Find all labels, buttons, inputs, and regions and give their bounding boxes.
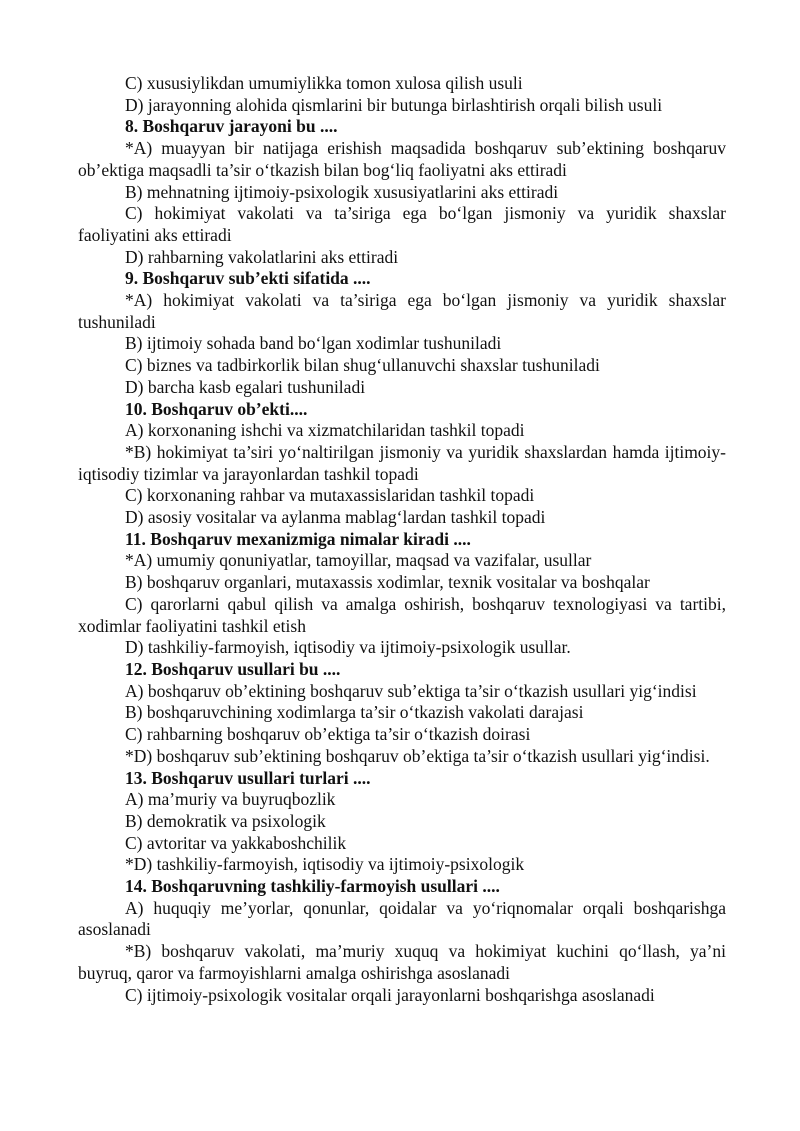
answer-option: C) avtoritar va yakkaboshchilik bbox=[125, 832, 347, 853]
question-heading: 12. Boshqaruv usullari bu .... bbox=[125, 658, 341, 679]
answer-option: *A) hokimiyat vakolati va ta’siriga ega bo‘lgan jismoniy va yuridik shaxslar tushuniladi bbox=[78, 290, 726, 332]
answer-option: A) korxonaning ishchi va xizmatchilaridan tashkil topadi bbox=[125, 420, 525, 441]
answer-option: B) demokratik va psixologik bbox=[125, 810, 326, 831]
answer-option: C) qarorlarni qabul qilish va amalga oshirish, boshqaruv texnologiyasi va tartibi, xodimlar faoliyatini tashkil etish bbox=[78, 593, 726, 636]
document-page bbox=[78, 73, 726, 1006]
answer-option: *A) muayyan bir natijaga erishish maqsadida boshqaruv sub’ektining boshqaruv ob’ektiga maqsadli ta’sir o‘tkazish bilan bog‘liq faoliyatni aks ettiradi bbox=[78, 138, 726, 180]
answer-option: B) boshqaruvchining xodimlarga ta’sir o‘tkazish vakolati darajasi bbox=[125, 702, 584, 723]
answer-option: C) biznes va tadbirkorlik bilan shug‘ullanuvchi shaxslar tushuniladi bbox=[125, 355, 600, 376]
answer-option: *B) boshqaruv vakolati, ma’muriy xuquq va hokimiyat kuchini qo‘llash, ya’ni buyruq, qaror va farmoyishlarni amalga oshirishga asoslanadi bbox=[78, 941, 726, 983]
question-heading: 8. Boshqaruv jarayoni bu .... bbox=[125, 116, 338, 137]
answer-option: B) boshqaruv organlari, mutaxassis xodimlar, texnik vositalar va boshqalar bbox=[125, 572, 650, 593]
answer-option: B) ijtimoiy sohada band bo‘lgan xodimlar tushuniladi bbox=[125, 333, 502, 354]
answer-option: A) huquqiy me’yorlar, qonunlar, qoidalar va yo‘riqnomalar orqali boshqarishga asoslanadi bbox=[78, 897, 726, 940]
answer-option: A) ma’muriy va buyruqbozlik bbox=[125, 789, 336, 810]
answer-option: B) mehnatning ijtimoiy-psixologik xususiyatlarini aks ettiradi bbox=[125, 181, 559, 202]
answer-option: *B) hokimiyat ta’siri yo‘naltirilgan jismoniy va yuridik shaxslardan hamda ijtimoiy-iqtisodiy tizimlar va jarayonlardan tashkil topadi bbox=[78, 441, 726, 484]
answer-option: *D) tashkiliy-farmoyish, iqtisodiy va ijtimoiy-psixologik bbox=[125, 854, 525, 875]
answer-option: D) rahbarning vakolatlarini aks ettiradi bbox=[125, 246, 399, 267]
answer-option: A) boshqaruv ob’ektining boshqaruv sub’ektiga ta’sir o‘tkazish usullari yig‘indisi bbox=[125, 680, 697, 701]
question-heading: 13. Boshqaruv usullari turlari .... bbox=[125, 767, 371, 788]
answer-option: D) jarayonning alohida qismlarini bir butunga birlashtirish orqali bilish usuli bbox=[125, 94, 663, 115]
question-heading: 11. Boshqaruv mexanizmiga nimalar kiradi .... bbox=[125, 528, 471, 549]
answer-option: C) ijtimoiy-psixologik vositalar orqali jarayonlarni boshqarishga asoslanadi bbox=[125, 984, 655, 1005]
answer-option: *A) umumiy qonuniyatlar, tamoyillar, maqsad va vazifalar, usullar bbox=[125, 550, 592, 571]
question-heading: 10. Boshqaruv ob’ekti.... bbox=[125, 398, 308, 419]
answer-option: D) barcha kasb egalari tushuniladi bbox=[125, 376, 366, 397]
answer-option: D) asosiy vositalar va aylanma mablag‘lardan tashkil topadi bbox=[125, 507, 546, 528]
question-heading: 14. Boshqaruvning tashkiliy-farmoyish usullari .... bbox=[125, 876, 500, 897]
answer-option: *D) boshqaruv sub’ektining boshqaruv ob’ektiga ta’sir o‘tkazish usullari yig‘indisi. bbox=[125, 745, 710, 766]
answer-option: D) tashkiliy-farmoyish, iqtisodiy va ijtimoiy-psixologik usullar. bbox=[125, 637, 571, 658]
answer-option: C) korxonaning rahbar va mutaxassislaridan tashkil topadi bbox=[125, 485, 535, 506]
answer-option: C) hokimiyat vakolati va ta’siriga ega bo‘lgan jismoniy va yuridik shaxslar faoliyatini aks ettiradi bbox=[78, 203, 726, 245]
answer-option: C) rahbarning boshqaruv ob’ektiga ta’sir o‘tkazish doirasi bbox=[125, 724, 531, 745]
question-heading: 9. Boshqaruv sub’ekti sifatida .... bbox=[125, 268, 371, 289]
answer-option: C) xususiylikdan umumiylikka tomon xulosa qilish usuli bbox=[125, 73, 523, 93]
